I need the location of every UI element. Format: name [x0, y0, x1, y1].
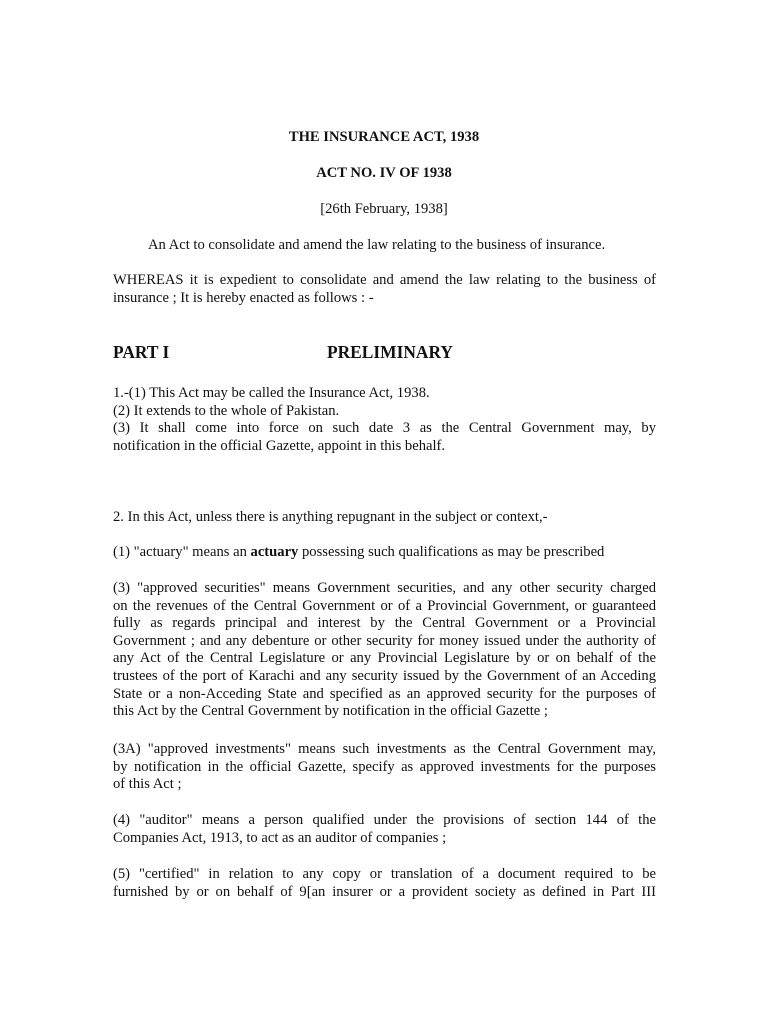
definition-certified	[113, 866, 656, 901]
section-1	[113, 385, 656, 455]
def4-line: (4) "auditor" means a person qualified under the provisions of section 144 of the	[113, 812, 656, 828]
definition-actuary	[113, 544, 604, 562]
def3-line: fully as regards principal and interest by the Central Government or a Provincial	[113, 615, 656, 632]
def4-line: Companies Act, 1913, to act as an auditor of companies ;	[113, 829, 447, 846]
act-number: ACT NO. IV OF 1938	[316, 165, 452, 181]
def3-line: trustees of the port of Karachi and any security issued by the Government of an Acceding	[113, 667, 656, 684]
definition-approved-investments	[113, 741, 656, 794]
part-heading: PRELIMINARY	[327, 342, 453, 362]
section-1-line-3: (3) It shall come into force on such date 3 as the Central Government may, by	[113, 420, 656, 437]
def3a-line: (3A) "approved investments" means such investments as the Central Government may,	[113, 741, 656, 757]
def3-line: on the revenues of the Central Government or of a Provincial Government, or guaranteed	[113, 597, 656, 614]
definition-approved-securities	[113, 580, 656, 721]
whereas-line-1: WHEREAS it is expedient to consolidate and amend the law relating to the business of	[113, 272, 656, 288]
section-1-line-2: (2) It extends to the whole of Pakistan.	[113, 402, 340, 419]
definition-actuary-text-before: (1) "actuary" means an	[113, 544, 251, 560]
definition-actuary-text-after: possessing such qualifications as may be prescribed	[298, 544, 605, 560]
def3-line: State or a non-Acceding State and specified as an approved security for the purposes of	[113, 685, 656, 702]
act-date: [26th February, 1938]	[320, 201, 448, 217]
part-number: PART I	[113, 342, 170, 362]
def3-line: this Act by the Central Government by notification in the official Gazette ;	[113, 703, 548, 720]
def3a-line: by notification in the official Gazette, specify as approved investments for the purposes	[113, 758, 656, 775]
section-2-intro: 2. In this Act, unless there is anything repugnant in the subject or context,-	[113, 509, 548, 525]
definition-auditor	[113, 812, 656, 847]
def3-line: Government ; and any debenture or other security for money issued under the authority of	[113, 632, 656, 649]
def5-line: (5) "certified" in relation to any copy or translation of a document required to be	[113, 866, 656, 882]
def3-line: (3) "approved securities" means Government securities, and any other security charged	[113, 580, 656, 596]
preamble: An Act to consolidate and amend the law relating to the business of insurance.	[148, 237, 606, 253]
def5-line: furnished by or on behalf of 9[an insurer or a provident society as defined in Part III	[113, 883, 656, 900]
whereas-clause	[113, 272, 656, 307]
whereas-line-2: insurance ; It is hereby enacted as follows : -	[113, 289, 374, 306]
def3-line: any Act of the Central Legislature or any Provincial Legislature by or on behalf of the	[113, 650, 656, 667]
document-title: THE INSURANCE ACT, 1938	[288, 129, 480, 145]
section-1-line-4: notification in the official Gazette, appoint in this behalf.	[113, 437, 446, 454]
definition-actuary-term: actuary	[250, 544, 299, 560]
section-1-line-1: 1.-(1) This Act may be called the Insurance Act, 1938.	[113, 385, 430, 401]
def3a-line: of this Act ;	[113, 776, 182, 793]
